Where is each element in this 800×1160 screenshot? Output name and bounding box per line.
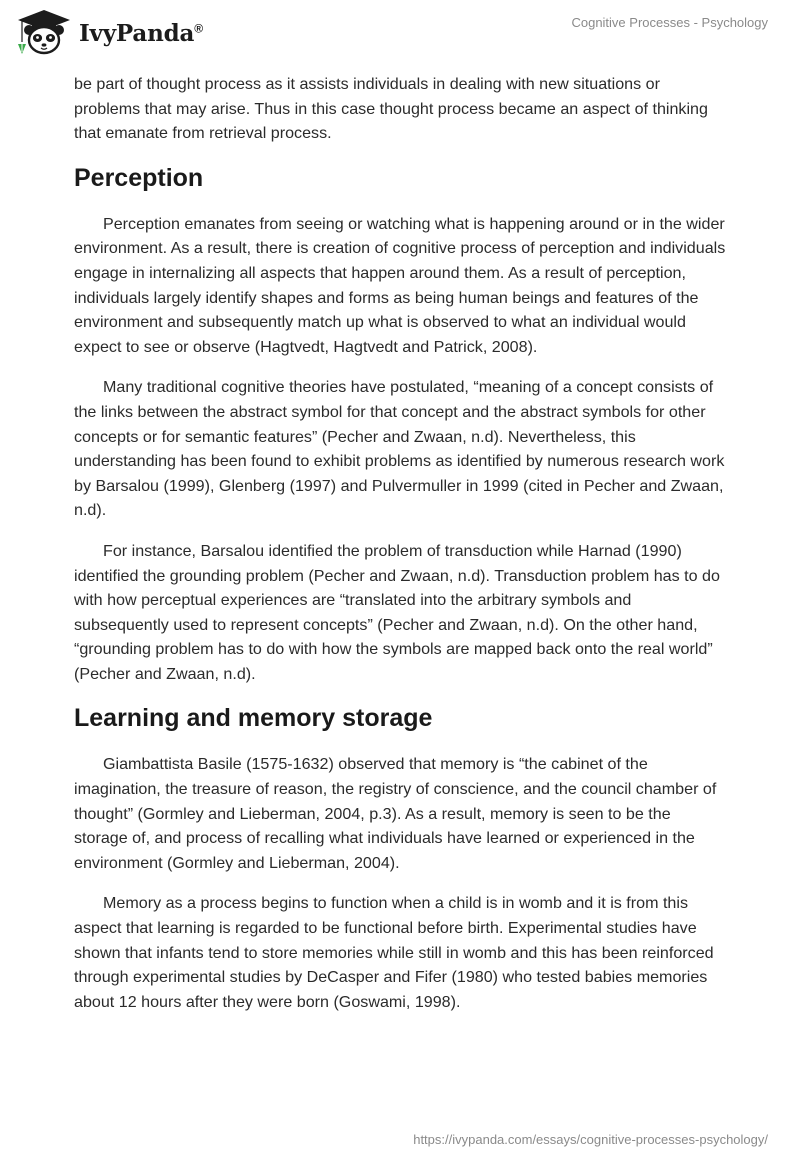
section-heading-perception: Perception	[74, 163, 204, 192]
intro-paragraph: be part of thought process as it assists individuals in dealing with new situations or problems that may arise. Thus in this case thought process became an aspect of thinking that emanate from retrieval process.	[74, 75, 708, 143]
memory-paragraph-1: Giambattista Basile (1575-1632) observed that memory is “the cabinet of the imagination, the treasure of reason, the registry of conscience, and the council chamber of thought” (Gormley and Lieberman, 2004, p.3). As a result, memory is seen to be the storage of, and process of recalling what individuals have learned or experienced in the environment (Gormley and Lieberman, 2004).	[74, 755, 717, 872]
brand-name: IvyPanda®	[79, 19, 203, 47]
document-title: Cognitive Processes - Psychology	[571, 15, 768, 30]
perception-paragraph-1: Perception emanates from seeing or watching what is happening around or in the wider environment. As a result, there is creation of cognitive process of perception and individuals engage in internalizing all aspects that happen around them. As a result of perception, individuals largely identify shapes and forms as being human beings and features of the environment and subsequently match up what is observed to what an individual would expect to see or observe (Hagtvedt, Hagtvedt and Patrick, 2008).	[74, 214, 726, 356]
essay-body	[74, 72, 728, 1030]
source-url[interactable]: https://ivypanda.com/essays/cognitive-processes-psychology/	[413, 1132, 768, 1147]
page-header	[0, 0, 800, 70]
perception-paragraph-3: For instance, Barsalou identified the problem of transduction while Harnad (1990) identified the grounding problem (Pecher and Zwaan, n.d). Transduction problem has to do with how perceptual experiences are “translated into the arbitrary symbols and subsequently used to represent concepts” (Pecher and Zwaan, n.d). On the other hand, “grounding problem has to do with how the symbols are mapped back onto the real world” (Pecher and Zwaan, n.d).	[74, 541, 720, 683]
panda-graduate-icon	[14, 8, 74, 58]
perception-paragraph-2: Many traditional cognitive theories have postulated, “meaning of a concept consists of the links between the abstract symbol for that concept and the abstract symbols for other concepts or for semantic features” (Pecher and Zwaan, n.d). Nevertheless, this understanding has been found to exhibit problems as identified by numerous research work by Barsalou (1999), Glenberg (1997) and Pulvermuller in 1999 (cited in Pecher and Zwaan, n.d).	[74, 378, 725, 520]
memory-paragraph-2: Memory as a process begins to function when a child is in womb and it is from this aspect that learning is regarded to be functional before birth. Experimental studies have shown that infants tend to store memories while still in womb and this has been reinforced through experimental studies by DeCasper and Fifer (1980) who tested babies memories about 12 hours after they were born (Goswami, 1998).	[74, 894, 714, 1011]
brand-logo[interactable]	[14, 8, 203, 58]
section-heading-learning-memory: Learning and memory storage	[74, 704, 433, 733]
